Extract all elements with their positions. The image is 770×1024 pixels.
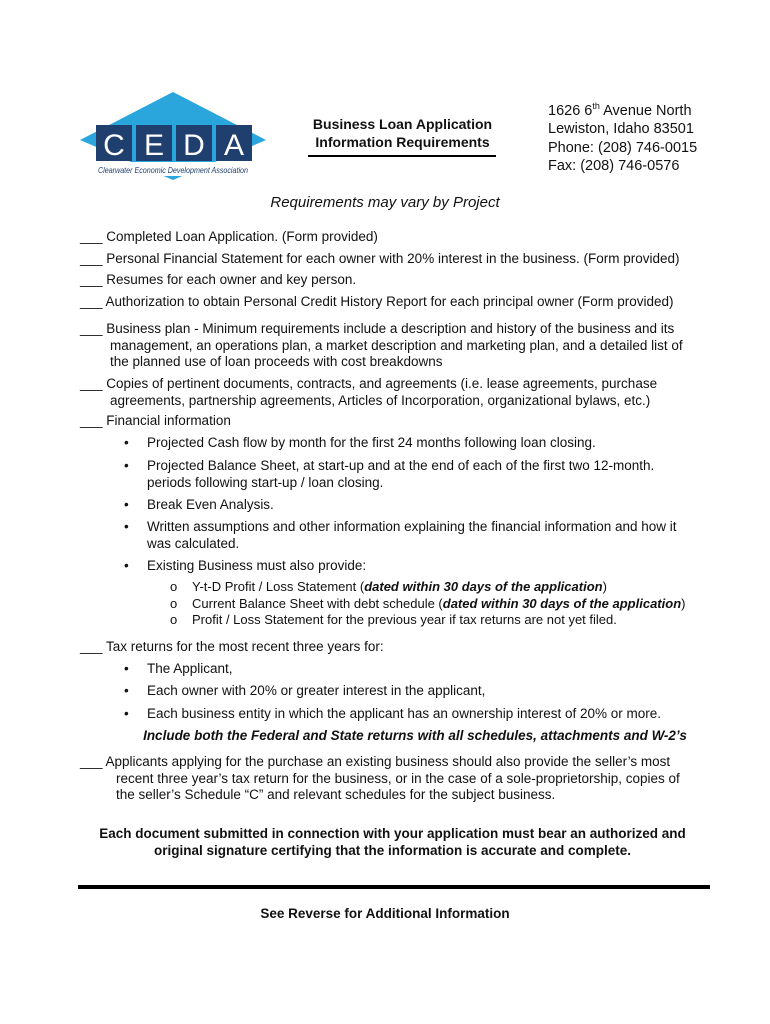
- logo-letter-d: D: [183, 129, 205, 162]
- subtitle: Requirements may vary by Project: [270, 194, 500, 211]
- title-underline: [308, 155, 496, 157]
- checklist-item-resumes: ___ Resumes for each owner and key person.: [80, 272, 357, 287]
- address-street: 1626 6th Avenue North: [548, 101, 692, 119]
- divider: [78, 885, 710, 889]
- address-fax: Fax: (208) 746-0576: [548, 158, 680, 175]
- tax-returns-note: Include both the Federal and State returns with all schedules, attachments and W-2’s: [143, 728, 687, 743]
- document-title: [300, 115, 505, 151]
- checklist-item-personal-financial: ___ Personal Financial Statement for each owner with 20% interest in the business. (Form provided): [80, 251, 680, 266]
- title-line-2: Information Requirements: [315, 134, 490, 150]
- address-city: Lewiston, Idaho 83501: [548, 121, 694, 138]
- logo-letter-a: A: [223, 129, 245, 162]
- logo-caption: Clearwater Economic Development Association: [98, 165, 249, 175]
- checklist-item-business-plan: ___ Business plan - Minimum requirements include a description and history of the business and its management, an operations plan, a market description and marketing plan, and a detailed list of the planned use of loan proceeds with cost breakdowns: [80, 321, 683, 369]
- footer-note: See Reverse for Additional Information: [260, 906, 510, 921]
- logo-letter-e: E: [143, 129, 165, 162]
- signature-requirement: Each document submitted in connection with your application must bear an authorized and original signature certifying that the information is accurate and complete.: [99, 826, 686, 858]
- checklist-item-credit-authorization: ___ Authorization to obtain Personal Credit History Report for each principal owner (Form provided): [80, 294, 674, 309]
- logo-letter-c: C: [103, 129, 125, 162]
- title-line-1: Business Loan Application: [312, 116, 493, 132]
- address-phone: Phone: (208) 746-0015: [548, 139, 698, 156]
- checklist-item-loan-application: ___ Completed Loan Application. (Form provided): [80, 229, 378, 244]
- ceda-logo: [78, 90, 268, 182]
- checklist-item-tax-returns: ___ Tax returns for the most recent three years for:: [80, 639, 384, 654]
- address-block: [548, 97, 697, 176]
- checklist-item-documents: ___ Copies of pertinent documents, contracts, and agreements (i.e. lease agreements, purchase agreements, partnership agreements, Articles of Incorporation, organizational bylaws, etc.): [80, 376, 658, 408]
- checklist-item-financial-info: ___ Financial information: [80, 413, 231, 428]
- checklist-item-seller-returns: ___ Applicants applying for the purchase an existing business should also provide the seller’s most recent three year’s tax return for the business, or in the case of a sole-proprietorship, copies of the seller’s Schedule “C” and relevant schedules for the subject business.: [80, 754, 680, 802]
